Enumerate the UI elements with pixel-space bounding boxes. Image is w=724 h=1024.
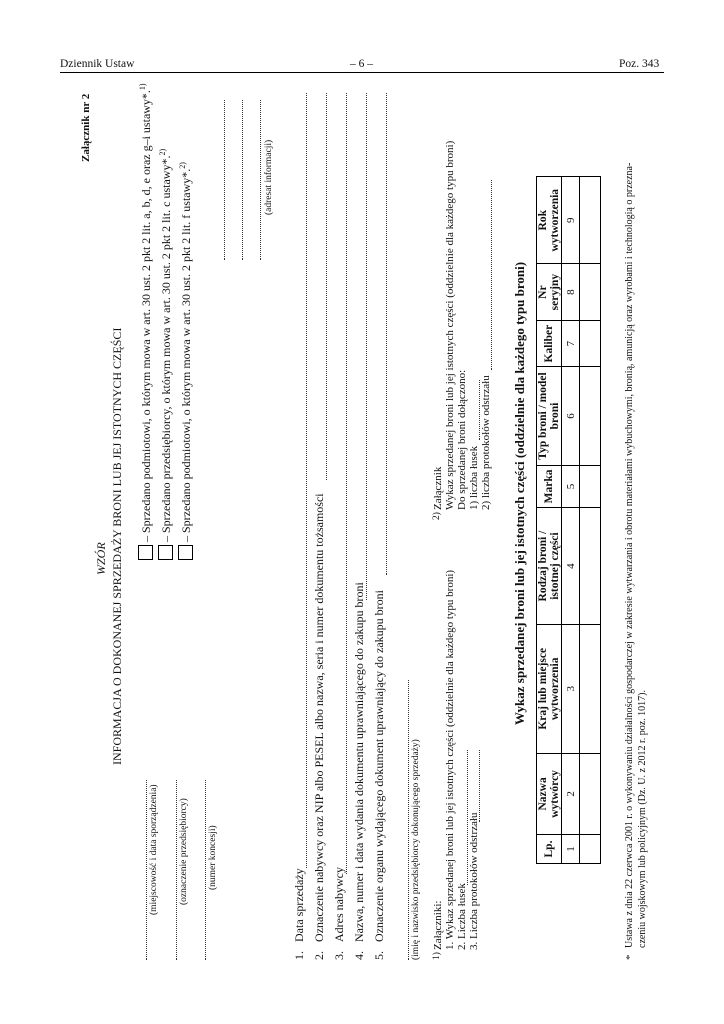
table-cell[interactable]: [580, 753, 601, 834]
item-2-field[interactable]: [326, 93, 327, 480]
item-4-label: Nazwa, numer i data wydania dokumentu uprawniającego do zakupu broni: [352, 582, 366, 942]
addressee-line-3: [260, 100, 261, 260]
license-caption: (numer koncesji): [208, 825, 218, 890]
item-4-number: 4.: [352, 951, 366, 960]
table-cell[interactable]: [580, 508, 601, 624]
col-header-manufacturer: Nazwa wytwórcy: [537, 753, 562, 834]
item-5-label: Oznaczenie organu wydającego dokument uprawniający do zakupu broni: [372, 590, 386, 942]
header-page-number: – 6 –: [350, 58, 373, 70]
table-number-row: [562, 177, 580, 864]
note-1-protocols-field[interactable]: [479, 750, 480, 822]
rotated-form-page: [72, 80, 664, 960]
place-date-line: [146, 780, 147, 960]
col-header-model: Typ broni / model broni: [537, 367, 562, 465]
note-2-protocols-field[interactable]: [491, 180, 492, 370]
item-1-number: 1.: [292, 951, 306, 960]
item-2-number: 2.: [312, 951, 326, 960]
table-cell: 6: [562, 367, 580, 465]
footnote-star: *: [624, 954, 636, 960]
table-cell: 9: [562, 177, 580, 264]
table-row: [580, 177, 601, 864]
attachment-label: Załącznik nr 2: [80, 93, 92, 162]
item-3-number: 3.: [332, 951, 346, 960]
table-cell: 8: [562, 264, 580, 320]
table-cell[interactable]: [580, 624, 601, 753]
form-title: INFORMACJA O DOKONANEJ SPRZEDAŻY BRONI LUB JEJ ISTOTNYCH CZĘŚCI: [110, 327, 124, 765]
item-5-field[interactable]: [386, 93, 387, 575]
note-1-title: Załączniki:: [432, 900, 444, 950]
note-2-line-3: 1) liczba łusek: [468, 445, 480, 510]
note-1-sup: 1): [432, 952, 442, 960]
footnote-line-2: czeniu wojskowym lub policyjnym (Dz. U. z 2012 r. poz. 1017).: [637, 689, 648, 948]
checkbox-2[interactable]: [158, 545, 173, 560]
checkbox-2-label: – Sprzedano przedsiębiorcy, o którym mowa w art. 30 ust. 2 pkt 2 lit. c ustawy*.$^{2)}$: [158, 148, 173, 542]
footnote-line-1: Ustawa z dnia 22 czerwca 2001 r. o wykonywaniu działalności gospodarczej w zakresie wytwarzania i obrotu materiałami wybuchowymi, bronią, amunicją oraz wyrobami i technologią o przezna-: [624, 162, 635, 948]
table-cell[interactable]: [580, 320, 601, 367]
signature-line: [408, 680, 409, 960]
entrepreneur-line: [176, 780, 177, 960]
col-header-lp: Lp.: [537, 835, 562, 864]
note-2-sup: 2): [432, 512, 442, 520]
checkbox-1[interactable]: [138, 545, 153, 560]
col-header-caliber: Kaliber: [537, 320, 562, 367]
note-2-line-4: 2) liczba protokołów odstrzału: [480, 375, 492, 510]
addressee-caption: (adresat informacji): [264, 139, 274, 215]
note-2-line-2: Do sprzedanej broni dołączono:: [456, 369, 468, 510]
table-cell[interactable]: [580, 177, 601, 264]
checkbox-3[interactable]: [178, 545, 193, 560]
header-journal-name: Dziennik Ustaw: [60, 58, 135, 70]
table-cell[interactable]: [580, 835, 601, 864]
weapons-table: [536, 176, 601, 864]
col-header-type: Rodzaj broni / istotnej części: [537, 508, 562, 624]
col-header-country: Kraj lub miejsce wytworzenia: [537, 624, 562, 753]
table-header-row: [537, 177, 562, 864]
item-3-label: Adres nabywcy: [332, 867, 346, 942]
table-cell: 2: [562, 753, 580, 834]
table-cell: 1: [562, 835, 580, 864]
entrepreneur-caption: (oznaczenie przedsiębiorcy): [179, 798, 189, 905]
note-1-line-1: 1. Wykaz sprzedanej broni lub jej istotnych części (oddzielnie dla każdego typu broni): [444, 569, 456, 950]
item-1-label: Data sprzedaży: [292, 868, 306, 942]
note-1-line-3: 3. Liczba protokołów odstrzału: [468, 812, 480, 950]
checkbox-1-label: – Sprzedano podmiotowi, o którym mowa w art. 30 ust. 2 pkt 2 lit. a, b, d, e oraz g–i ustawy*.$^{1)}$: [138, 83, 153, 542]
header-rule: [60, 72, 664, 73]
table-cell[interactable]: [580, 264, 601, 320]
item-4-field[interactable]: [366, 93, 367, 600]
col-header-brand: Marka: [537, 465, 562, 508]
table-cell: 7: [562, 320, 580, 367]
table-cell[interactable]: [580, 465, 601, 508]
table-cell: 4: [562, 508, 580, 624]
table-cell[interactable]: [580, 367, 601, 465]
note-2-title: Załącznik: [432, 466, 444, 510]
item-5-number: 5.: [372, 951, 386, 960]
checkbox-3-label: – Sprzedano podmiotowi, o którym mowa w art. 30 ust. 2 pkt 2 lit. f ustawy*.$^{2)}$: [178, 162, 193, 542]
item-3-field[interactable]: [346, 93, 347, 874]
item-2-label: Oznaczenie nabywcy oraz NIP albo PESEL albo nazwa, seria i numer dokumentu tożsamości: [312, 493, 326, 942]
addressee-line-1: [224, 100, 225, 260]
license-line: [205, 780, 206, 960]
item-1-field[interactable]: [306, 93, 307, 868]
table-title: Wykaz sprzedanej broni lub jej istotnych części (oddzielnie dla każdego typu broni): [512, 261, 527, 725]
place-date-caption: (miejscowość i data sporządzenia): [149, 784, 159, 915]
col-header-serial: Nr seryjny: [537, 264, 562, 320]
note-1-line-2: 2. Liczba łusek: [456, 883, 468, 950]
note-2-line-1: Wykaz sprzedanej broni lub jej istotnych części (oddzielnie dla każdego typu broni): [444, 140, 456, 510]
signature-caption: (imię i nazwisko przedsiębiorcy dokonującego sprzedaży): [411, 739, 421, 960]
col-header-year: Rok wytworzenia: [537, 177, 562, 264]
table-cell: 5: [562, 465, 580, 508]
header-position: Poz. 343: [619, 58, 660, 70]
table-cell: 3: [562, 624, 580, 753]
addressee-line-2: [242, 100, 243, 260]
wzor-label: WZÓR: [94, 542, 108, 575]
